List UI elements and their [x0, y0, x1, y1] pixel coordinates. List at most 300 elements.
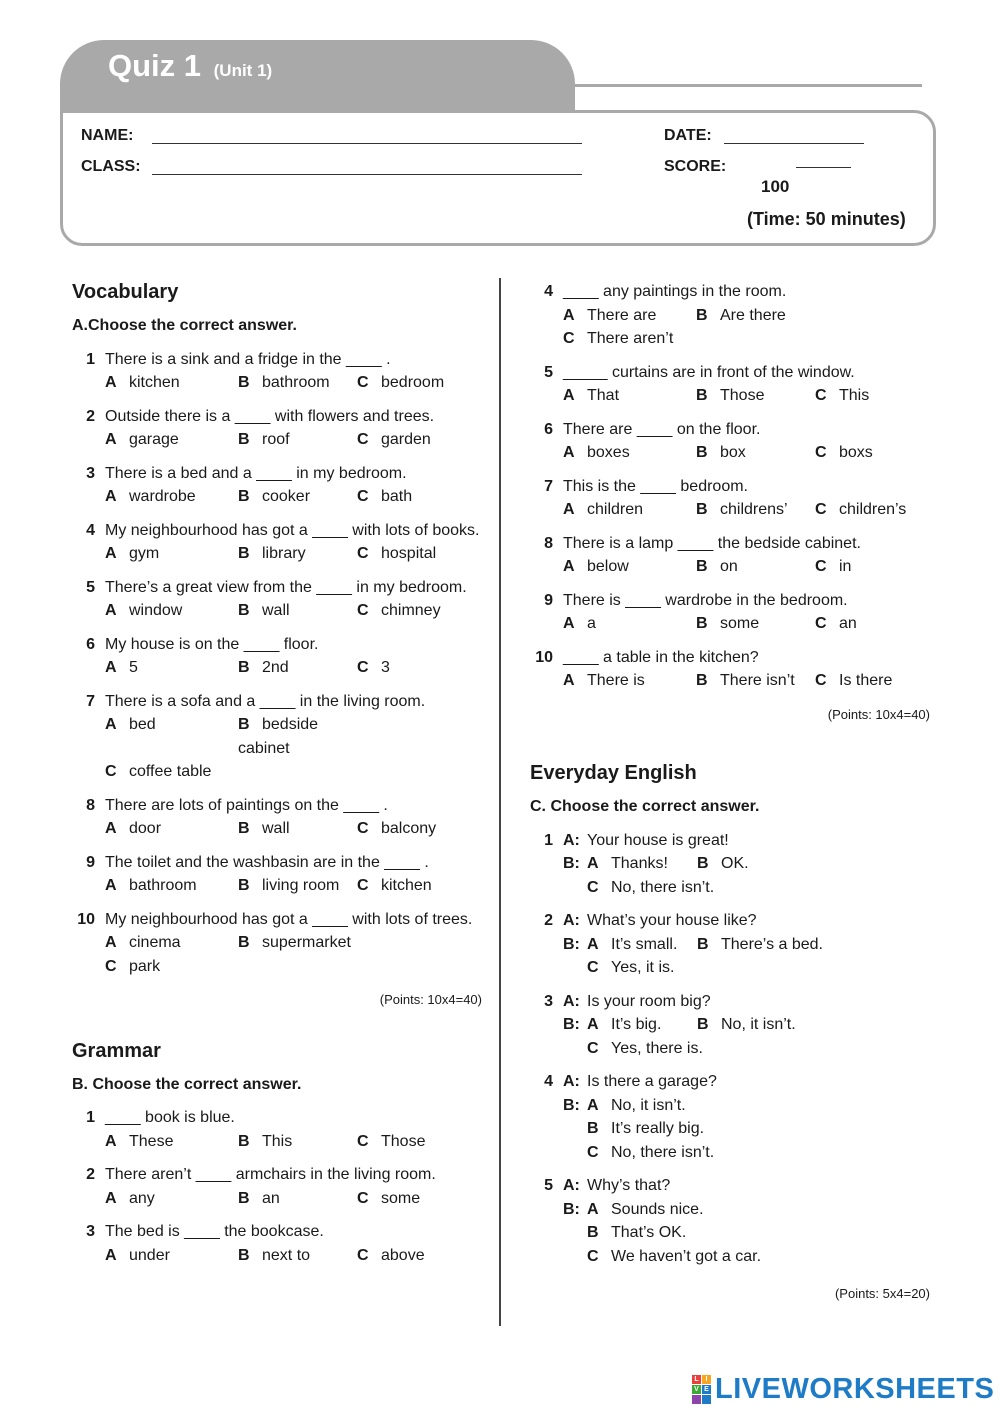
option-text: childrens’: [720, 501, 788, 518]
dialogue-response: [563, 852, 930, 876]
question-text: There are ____ on the floor.: [563, 420, 761, 438]
question-item: [530, 532, 930, 579]
answer-option-a[interactable]: [105, 1130, 238, 1154]
option-letter: C: [563, 330, 575, 347]
dialogue-response-cont: [563, 1141, 930, 1165]
option-letter: B: [238, 488, 250, 505]
option-text: wardrobe: [129, 488, 196, 505]
question-body: [105, 851, 482, 898]
question-body: [563, 589, 930, 636]
question-item: [72, 794, 482, 841]
question-text: There is a bed and a ____ in my bedroom.: [105, 464, 407, 482]
question-number: 1: [86, 1109, 95, 1126]
question-item: [72, 1106, 482, 1153]
answer-options: [105, 874, 482, 898]
option-letter: C: [815, 501, 827, 518]
answer-option-b[interactable]: [238, 713, 357, 760]
everyday-title: Everyday English: [530, 762, 697, 784]
option-text: an: [839, 615, 857, 632]
dialogue-item: [530, 1174, 930, 1268]
option-text: a: [587, 615, 596, 632]
question-number: 7: [544, 477, 553, 495]
answer-options: [105, 656, 482, 680]
score-label: SCORE:: [664, 158, 727, 175]
option-letter: C: [587, 878, 599, 896]
question-body: [105, 633, 482, 680]
question-number: 5: [544, 1177, 553, 1194]
option-letter: A: [105, 1246, 117, 1264]
question-text: There is ____ wardrobe in the bedroom.: [563, 591, 848, 609]
question-text: _____ curtains are in front of the window.: [563, 363, 855, 381]
option-letter: B: [238, 431, 250, 448]
option-text: bathroom: [129, 877, 197, 894]
answer-option-b[interactable]: [697, 1013, 796, 1037]
question-body: [105, 348, 482, 395]
option-letter: B: [587, 1224, 599, 1241]
option-letter: C: [357, 877, 369, 894]
liveworksheets-logo: [692, 1373, 994, 1405]
option-letter: A: [563, 444, 575, 461]
answer-option-b[interactable]: [697, 933, 823, 957]
option-text: children’s: [839, 501, 907, 518]
dialogue-response: [563, 933, 930, 957]
answer-option-c[interactable]: [815, 555, 930, 579]
answer-options: [105, 371, 482, 395]
answer-option-a[interactable]: [563, 441, 696, 465]
question-item: [72, 576, 482, 623]
answer-option-c[interactable]: [357, 485, 482, 509]
dialogue-body: [563, 909, 930, 980]
answer-option-a[interactable]: [587, 852, 697, 876]
answer-options: [105, 485, 482, 509]
prompt-text: Is your room big?: [587, 992, 711, 1010]
answer-option-c[interactable]: [357, 428, 482, 452]
option-letter: A: [105, 545, 117, 562]
option-text: There is: [587, 672, 645, 689]
option-text: park: [129, 957, 161, 975]
logo-cell: V: [692, 1385, 701, 1394]
answer-option-b[interactable]: [238, 371, 357, 395]
question-body: [105, 576, 482, 623]
question-number: 7: [86, 692, 95, 710]
answer-options: [105, 931, 482, 978]
dialogue-item: [530, 1070, 930, 1164]
answer-option-b[interactable]: [238, 931, 357, 955]
answer-option-b[interactable]: [696, 384, 815, 408]
answer-option-a[interactable]: [105, 931, 238, 955]
answer-option-a[interactable]: [105, 371, 238, 395]
dialogue-prompt: [563, 1174, 930, 1198]
question-text: ____ a table in the kitchen?: [563, 648, 759, 666]
option-letter: B: [696, 306, 708, 324]
option-text: library: [262, 545, 306, 562]
answer-option-c[interactable]: [357, 874, 482, 898]
dialogue-prompt: [563, 909, 930, 933]
option-letter: C: [357, 659, 369, 676]
speaker-b-label: B:: [563, 855, 580, 872]
answer-option-a[interactable]: [105, 874, 238, 898]
logo-cell: L: [692, 1375, 701, 1384]
option-letter: B: [697, 1016, 709, 1033]
option-letter: A: [587, 1016, 599, 1033]
answer-option-c[interactable]: [587, 956, 674, 980]
answer-option-c[interactable]: [357, 371, 482, 395]
answer-option-c[interactable]: [357, 599, 482, 623]
answer-option-c[interactable]: [815, 612, 930, 636]
answer-option-b[interactable]: [238, 1244, 357, 1268]
vocabulary-questions: [72, 348, 482, 979]
dialogue-response: [563, 1013, 930, 1037]
question-body: [563, 646, 930, 693]
option-letter: A: [105, 602, 117, 619]
option-letter: B: [238, 716, 250, 733]
dialogue-body: [563, 829, 930, 900]
question-number: 2: [86, 1166, 95, 1183]
question-item: [72, 1220, 482, 1267]
time-limit: (Time: 50 minutes): [747, 209, 906, 229]
speaker-b-label: B:: [563, 1200, 580, 1218]
option-text: window: [129, 602, 183, 619]
class-field[interactable]: [152, 156, 582, 175]
option-text: coffee table: [129, 763, 212, 780]
option-letter: A: [563, 501, 575, 518]
option-letter: B: [238, 934, 250, 951]
dialogue-item: [530, 990, 930, 1061]
option-text: That: [587, 387, 620, 404]
question-body: [105, 908, 482, 979]
question-number: 8: [544, 534, 553, 552]
answer-option-a[interactable]: [105, 1244, 238, 1268]
answer-option-c[interactable]: [105, 760, 482, 784]
quiz-title-main: Quiz 1: [108, 48, 202, 83]
question-body: [105, 405, 482, 452]
question-number: 6: [544, 420, 553, 438]
answer-options: [563, 304, 930, 351]
quiz-title: [108, 48, 272, 84]
answer-option-a[interactable]: [587, 933, 697, 957]
grammar-title: Grammar: [72, 1039, 161, 1062]
dialogue-response-cont: [563, 1221, 930, 1245]
score-total: 100: [761, 177, 790, 196]
answer-option-b[interactable]: [587, 1117, 704, 1141]
answer-options: [105, 542, 482, 566]
option-text: roof: [262, 431, 290, 448]
question-item: [72, 405, 482, 452]
column-divider: [499, 278, 501, 1326]
left-column: [72, 280, 482, 1277]
option-text: Those: [381, 1132, 426, 1150]
question-number: 10: [535, 648, 553, 666]
answer-option-c[interactable]: [357, 1244, 482, 1268]
option-letter: A: [105, 934, 117, 951]
question-body: [563, 532, 930, 579]
answer-option-b[interactable]: [696, 555, 815, 579]
grammar-points: (Points: 10x4=40): [827, 706, 930, 722]
answer-option-c[interactable]: [357, 817, 482, 841]
option-text: under: [129, 1246, 170, 1264]
question-item: [530, 589, 930, 636]
answer-option-b[interactable]: [696, 441, 815, 465]
answer-option-c[interactable]: [105, 955, 482, 979]
dialogue-response-cont: [563, 1245, 930, 1269]
answer-option-b[interactable]: [238, 817, 357, 841]
question-item: [72, 1163, 482, 1210]
option-letter: B: [238, 877, 250, 894]
question-text: ____ any paintings in the room.: [563, 283, 787, 300]
prompt-text: Is there a garage?: [587, 1073, 717, 1090]
answer-option-b[interactable]: [238, 485, 357, 509]
answer-option-b[interactable]: [238, 542, 357, 566]
option-letter: C: [357, 374, 369, 391]
option-letter: B: [238, 1246, 250, 1264]
option-text: door: [129, 820, 162, 837]
option-text: gym: [129, 545, 160, 562]
dialogue-item: [530, 829, 930, 900]
option-text: bathroom: [262, 374, 330, 391]
logo-cell: [702, 1395, 711, 1404]
option-letter: A: [587, 1096, 599, 1114]
answer-option-a[interactable]: [563, 384, 696, 408]
option-letter: B: [696, 444, 708, 461]
option-letter: C: [815, 558, 827, 575]
answer-option-c[interactable]: [815, 384, 930, 408]
answer-option-a[interactable]: [563, 669, 696, 693]
answer-option-b[interactable]: [238, 874, 357, 898]
option-letter: C: [357, 488, 369, 505]
answer-option-a[interactable]: [105, 817, 238, 841]
answer-option-a[interactable]: [105, 713, 238, 760]
speaker-a-label: A:: [563, 831, 580, 849]
answer-option-a[interactable]: [587, 1094, 686, 1118]
answer-option-b[interactable]: [238, 656, 357, 680]
answer-option-c[interactable]: [815, 498, 930, 522]
option-text: Yes, it is.: [611, 959, 675, 976]
option-letter: B: [696, 501, 708, 518]
answer-option-a[interactable]: [563, 498, 696, 522]
title-rule: [575, 84, 922, 87]
option-text: bed: [129, 716, 156, 733]
answer-options: [563, 669, 930, 693]
answer-option-a[interactable]: [563, 612, 696, 636]
dialogue-response-cont: [563, 956, 930, 980]
option-text: Those: [720, 387, 765, 404]
answer-option-a[interactable]: [105, 1187, 238, 1211]
question-number: 2: [86, 407, 95, 425]
question-body: [563, 361, 930, 408]
option-letter: C: [105, 957, 117, 975]
option-letter: B: [238, 1189, 250, 1207]
option-letter: C: [815, 672, 827, 689]
option-letter: A: [105, 659, 117, 676]
speaker-b-label: B:: [563, 935, 580, 953]
right-column: [530, 280, 930, 1306]
question-item: [530, 646, 930, 693]
question-text: The bed is ____ the bookcase.: [105, 1223, 324, 1240]
answer-option-b[interactable]: [238, 599, 357, 623]
answer-option-c[interactable]: [357, 1130, 482, 1154]
question-number: 1: [544, 831, 553, 849]
option-letter: A: [563, 672, 575, 689]
option-text: This: [839, 387, 870, 404]
option-letter: B: [238, 1132, 250, 1150]
question-text: ____ book is blue.: [105, 1109, 235, 1126]
answer-options: [563, 441, 930, 465]
answer-options: [105, 1130, 482, 1154]
option-text: wall: [262, 602, 290, 619]
question-body: [105, 690, 482, 784]
option-text: Yes, there is.: [611, 1039, 703, 1057]
answer-options: [563, 612, 930, 636]
answer-option-b[interactable]: [696, 612, 815, 636]
answer-option-a[interactable]: [105, 542, 238, 566]
question-item: [530, 418, 930, 465]
option-letter: B: [587, 1120, 599, 1137]
answer-option-a[interactable]: [105, 656, 238, 680]
option-letter: C: [357, 1189, 369, 1207]
name-label: NAME:: [81, 127, 134, 144]
prompt-text: Your house is great!: [587, 831, 729, 849]
score-field[interactable]: [796, 151, 851, 168]
speaker-a-label: A:: [563, 1073, 580, 1090]
option-text: No, it isn’t.: [611, 1096, 686, 1114]
option-letter: A: [563, 387, 575, 404]
question-number: 6: [86, 635, 95, 653]
vocabulary-instruction: A.Choose the correct answer.: [72, 317, 297, 334]
dialogue-prompt: [563, 1070, 930, 1094]
answer-options: [563, 498, 930, 522]
answer-option-c[interactable]: [357, 542, 482, 566]
answer-option-a[interactable]: [105, 428, 238, 452]
question-text: Outside there is a ____ with flowers and trees.: [105, 407, 435, 425]
option-text: hospital: [381, 545, 437, 562]
option-text: We haven’t got a car.: [611, 1247, 762, 1265]
answer-option-c[interactable]: [587, 1037, 703, 1061]
name-field[interactable]: [152, 125, 582, 144]
answer-option-a[interactable]: [563, 555, 696, 579]
question-item: [72, 690, 482, 784]
question-item: [72, 348, 482, 395]
question-body: [563, 280, 930, 351]
answer-option-b[interactable]: [696, 669, 815, 693]
answer-options: [105, 713, 482, 784]
question-text: There are lots of paintings on the ____ .: [105, 796, 388, 814]
answer-option-c[interactable]: [587, 876, 714, 900]
option-letter: C: [105, 763, 117, 780]
speaker-b-label: B:: [563, 1016, 580, 1033]
option-text: 5: [129, 659, 138, 676]
question-item: [530, 361, 930, 408]
option-letter: C: [357, 545, 369, 562]
logo-cell: I: [702, 1375, 711, 1384]
option-text: chimney: [381, 602, 441, 619]
answer-options: [563, 555, 930, 579]
option-letter: C: [587, 1039, 599, 1057]
answer-option-c[interactable]: [357, 1187, 482, 1211]
option-letter: A: [563, 306, 575, 324]
option-letter: B: [696, 672, 708, 689]
answer-option-b[interactable]: [238, 428, 357, 452]
option-letter: B: [696, 558, 708, 575]
option-letter: B: [696, 387, 708, 404]
question-text: My neighbourhood has got a ____ with lots of books.: [105, 521, 480, 539]
question-number: 8: [86, 796, 95, 814]
question-body: [105, 794, 482, 841]
option-text: boxs: [839, 444, 873, 461]
option-text: Are there: [720, 306, 786, 324]
answer-option-a[interactable]: [105, 485, 238, 509]
option-text: wall: [262, 820, 290, 837]
answer-option-a[interactable]: [563, 304, 696, 328]
option-text: No, there isn’t.: [611, 1143, 715, 1161]
option-text: on: [720, 558, 738, 575]
prompt-text: Why’s that?: [587, 1177, 671, 1194]
question-item: [72, 633, 482, 680]
dialogue-response: [563, 1198, 930, 1222]
question-number: 3: [86, 464, 95, 482]
option-letter: C: [357, 820, 369, 837]
answer-option-b[interactable]: [696, 498, 815, 522]
answer-option-c[interactable]: [587, 1245, 761, 1269]
option-letter: B: [238, 374, 250, 391]
option-text: in: [839, 558, 852, 575]
option-text: There aren’t: [587, 330, 674, 347]
answer-option-a[interactable]: [105, 599, 238, 623]
answer-option-a[interactable]: [587, 1198, 704, 1222]
option-text: bath: [381, 488, 413, 505]
speaker-a-label: A:: [563, 1177, 580, 1194]
option-text: kitchen: [129, 374, 180, 391]
everyday-instruction: C. Choose the correct answer.: [530, 798, 760, 815]
dialogue-response: [563, 1094, 930, 1118]
option-letter: A: [105, 431, 117, 448]
option-text: Thanks!: [611, 855, 668, 872]
option-text: cinema: [129, 934, 181, 951]
question-number: 1: [86, 350, 95, 368]
answer-option-b[interactable]: [697, 852, 749, 876]
answer-option-a[interactable]: [587, 1013, 697, 1037]
option-text: These: [129, 1132, 174, 1150]
speaker-a-label: A:: [563, 912, 580, 929]
answer-option-c[interactable]: [815, 669, 930, 693]
answer-option-b[interactable]: [238, 1130, 357, 1154]
date-field[interactable]: [724, 125, 864, 144]
question-body: [105, 519, 482, 566]
option-letter: C: [357, 431, 369, 448]
speaker-b-label: B:: [563, 1096, 580, 1114]
answer-options: [105, 428, 482, 452]
option-text: kitchen: [381, 877, 432, 894]
answer-option-c[interactable]: [357, 656, 482, 680]
question-text: My house is on the ____ floor.: [105, 635, 319, 653]
answer-option-b[interactable]: [587, 1221, 686, 1245]
answer-options: [563, 384, 930, 408]
answer-option-b[interactable]: [696, 304, 815, 328]
answer-option-c[interactable]: [587, 1141, 714, 1165]
option-text: some: [720, 615, 760, 632]
answer-option-c[interactable]: [815, 441, 930, 465]
option-letter: A: [105, 488, 117, 505]
option-text: above: [381, 1246, 425, 1264]
answer-option-b[interactable]: [238, 1187, 357, 1211]
answer-option-c[interactable]: [563, 327, 930, 351]
dialogue-response-cont: [563, 1117, 930, 1141]
question-text: There aren’t ____ armchairs in the living room.: [105, 1166, 436, 1183]
option-text: That’s OK.: [611, 1224, 687, 1241]
logo-cell: E: [702, 1385, 711, 1394]
answer-options: [105, 1187, 482, 1211]
question-number: 2: [544, 912, 553, 929]
question-text: The toilet and the washbasin are in the ____ .: [105, 853, 429, 871]
